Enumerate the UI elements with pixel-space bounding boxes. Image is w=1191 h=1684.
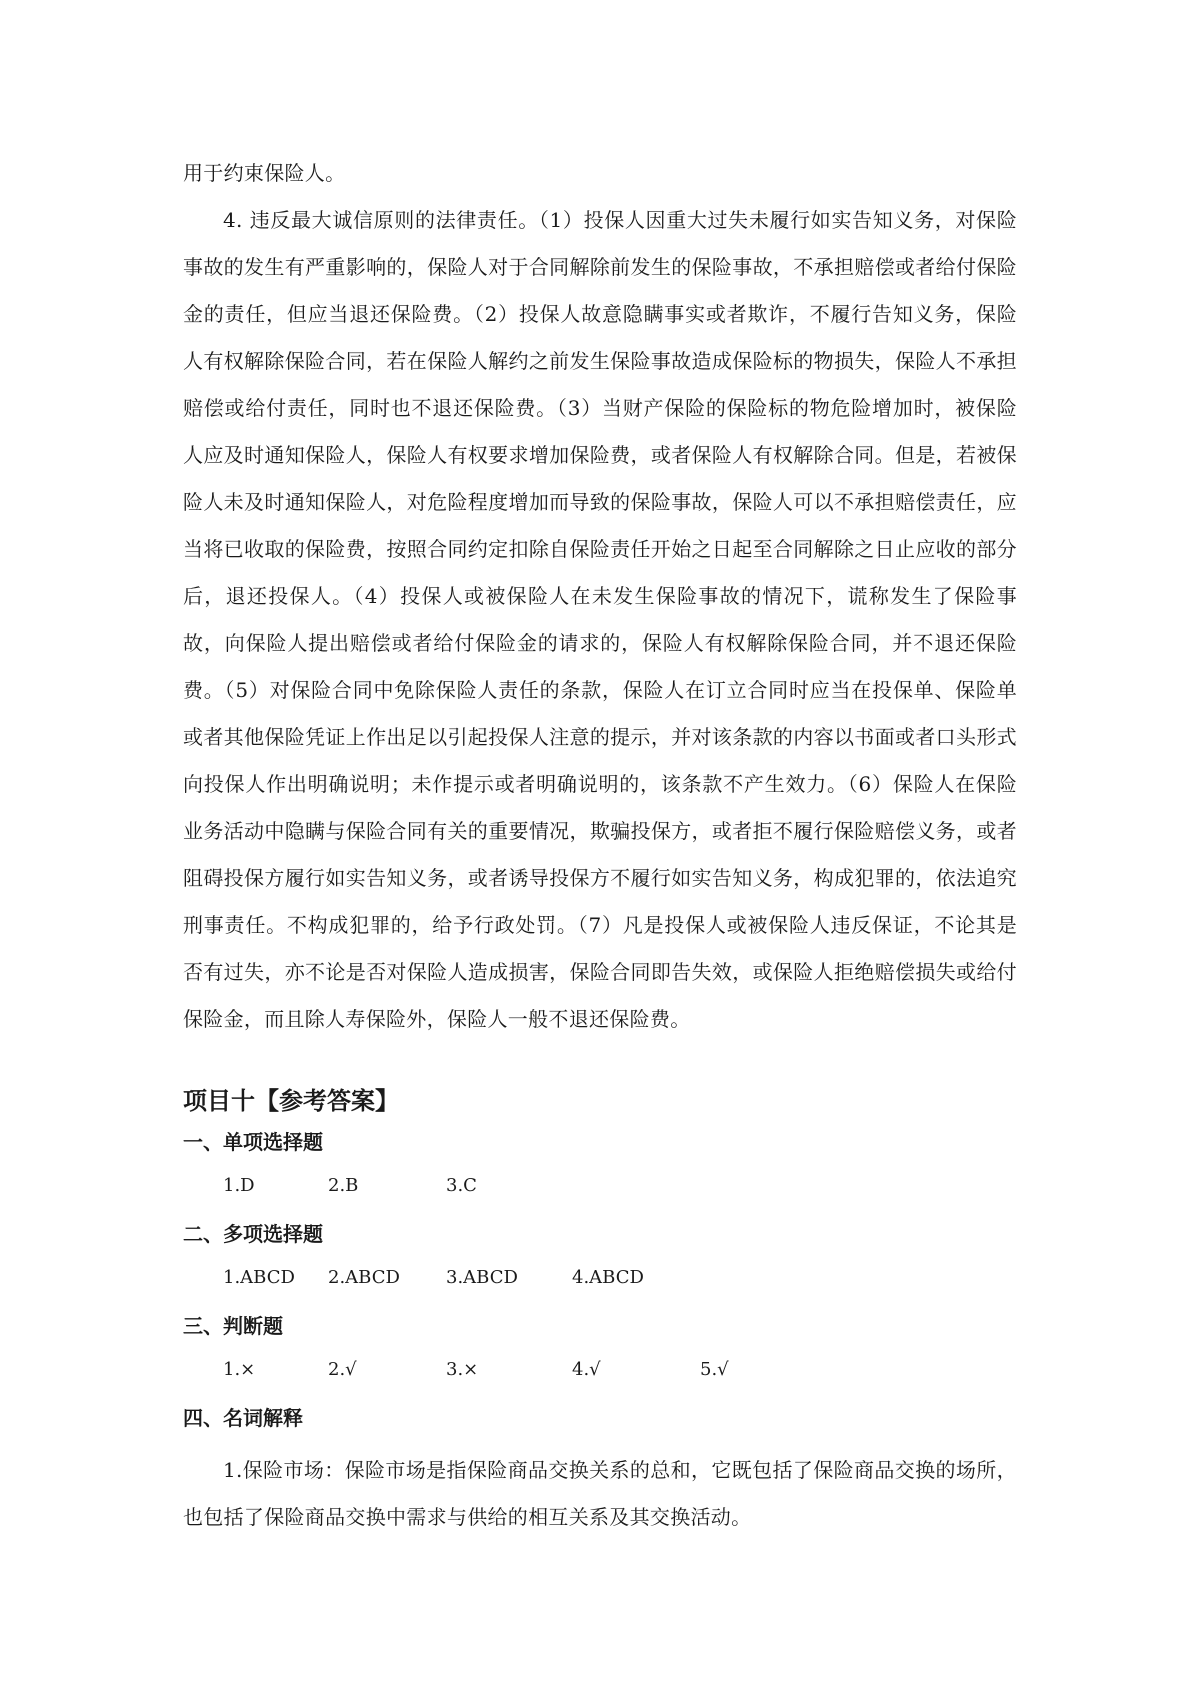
answer-item: 3.C xyxy=(446,1175,477,1196)
paragraph-continuation: 用于约束保险人。 xyxy=(183,161,346,185)
answers-single-choice xyxy=(183,1171,1017,1201)
answer-item: 4.ABCD xyxy=(572,1267,644,1288)
section-title-term-definitions: 四、名词解释 xyxy=(183,1406,303,1430)
answers-multi-choice xyxy=(183,1263,1017,1293)
section-title-single-choice: 一、单项选择题 xyxy=(183,1130,323,1154)
paragraph-legal-liability: 4. 违反最大诚信原则的法律责任。（1）投保人因重大过失未履行如实告知义务，对保险事故的发生有严重影响的，保险人对于合同解除前发生的保险事故，不承担赔偿或者给付保险金的责任，但应当退还保险费。（2）投保人故意隐瞒事实或者欺诈，不履行告知义务，保险人有权解除保险合同，若在保险人解约之前发生保险事故造成保险标的物损失，保险人不承担赔偿或给付责任，同时也不退还保险费。（3）当财产保险的保险标的物危险增加时，被保险人应及时通知保险人，保险人有权要求增加保险费，或者保险人有权解除合同。但是，若被保险人未及时通知保险人，对危险程度增加而导致的保险事故，保险人可以不承担赔偿责任，应当将已收取的保险费，按照合同约定扣除自保险责任开始之日起至合同解除之日止应收的部分后，退还投保人。（4）投保人或被保险人在未发生保险事故的情况下，谎称发生了保险事故，向保险人提出赔偿或者给付保险金的请求的，保险人有权解除保险合同，并不退还保险费。（5）对保险合同中免除保险人责任的条款，保险人在订立合同时应当在投保单、保险单或者其他保险凭证上作出足以引起投保人注意的提示，并对该条款的内容以书面或者口头形式向投保人作出明确说明；未作提示或者明确说明的，该条款不产生效力。（6）保险人在保险业务活动中隐瞒与保险合同有关的重要情况，欺骗投保方，或者拒不履行保险赔偿义务，或者阻碍投保方履行如实告知义务，或者诱导投保方不履行如实告知义务，构成犯罪的，依法追究刑事责任。不构成犯罪的，给予行政处罚。（7）凡是投保人或被保险人违反保证，不论其是否有过失，亦不论是否对保险人造成损害，保险合同即告失效，或保险人拒绝赔偿损失或给付保险金，而且除人寿保险外，保险人一般不退还保险费。 xyxy=(183,208,1017,1031)
answer-item: 4.√ xyxy=(572,1359,601,1380)
answer-item: 3.ABCD xyxy=(446,1267,518,1288)
answer-item: 3.× xyxy=(446,1359,479,1380)
answer-item: 1.ABCD xyxy=(223,1267,295,1288)
answer-item: 2.ABCD xyxy=(328,1267,400,1288)
document-page xyxy=(183,150,1017,1541)
answer-item: 5.√ xyxy=(700,1359,729,1380)
section-title-true-false: 三、判断题 xyxy=(183,1314,283,1338)
section-title-multi-choice: 二、多项选择题 xyxy=(183,1222,323,1246)
answer-item: 1.× xyxy=(223,1359,256,1380)
section-spacer xyxy=(183,1043,1017,1083)
paragraph-insurance-market-definition: 1.保险市场：保险市场是指保险商品交换关系的总和，它既包括了保险商品交换的场所，也包括了保险商品交换中需求与供给的相互关系及其交换活动。 xyxy=(183,1458,1017,1529)
project-title: 项目十【参考答案】 xyxy=(183,1087,399,1115)
answer-item: 2.B xyxy=(328,1175,359,1196)
answer-item: 1.D xyxy=(223,1175,255,1196)
answer-item: 2.√ xyxy=(328,1359,357,1380)
answers-true-false xyxy=(183,1355,1017,1385)
